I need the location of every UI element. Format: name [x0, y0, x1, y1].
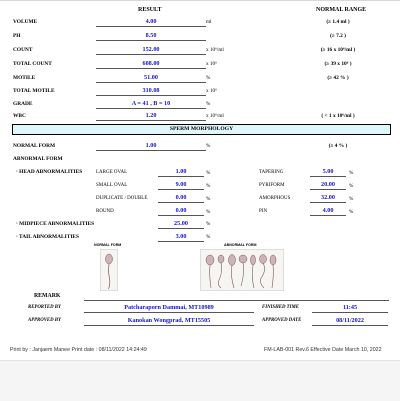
sperm-morphology-header: SPERM MORPHOLOGY: [12, 124, 391, 135]
round-unit: %: [206, 209, 211, 215]
round-value: 0.00: [175, 207, 187, 214]
pyriform-value: 20.00: [321, 181, 335, 188]
reported-by-value: Patcharaporn Dammai, MT10989: [124, 304, 214, 311]
motile-value: 51.00: [144, 74, 158, 81]
reported-by-label: REPORTED BY: [28, 305, 61, 310]
motile-label: MOTILE: [13, 75, 36, 81]
normal-range-header: NORMAL RANGE: [316, 7, 367, 13]
large-oval-value: 1.00: [175, 168, 187, 175]
amorphous-unit: %: [349, 196, 354, 202]
small-oval-value: 9.00: [175, 181, 187, 188]
total-count-value: 608.00: [142, 60, 160, 67]
volume-unit: ml: [206, 19, 212, 25]
pin-unit: %: [349, 209, 354, 215]
wbc-label: WBC: [13, 113, 26, 119]
large-oval-label: LARGE OVAL: [96, 170, 128, 175]
count-unit: x 10⁶/ml: [206, 47, 224, 53]
tapering-label: TAPERING: [259, 170, 284, 175]
motile-range: (≥ 42 % ): [327, 75, 349, 81]
wbc-range: ( < 1 x 10⁶/ml ): [321, 113, 355, 119]
duplicate-value: 0.00: [175, 194, 187, 201]
tail-unit: %: [206, 234, 211, 240]
approved-by-label: APPROVED BY: [28, 318, 61, 323]
total-count-unit: x 10⁶: [206, 61, 217, 67]
approved-date-label: APPROVED DATE: [262, 318, 302, 323]
pin-label: PIN: [259, 209, 268, 214]
viewer-bottom-area: [0, 360, 400, 401]
total-count-range: (≥ 39 x 10⁶ ): [324, 61, 352, 67]
duplicate-unit: %: [206, 196, 211, 202]
small-oval-label: SMALL OVAL: [96, 183, 128, 188]
normal-form-caption: NORMAL FORM: [94, 243, 122, 247]
print-info: Print by : Janjaem Manee Print date : 08/11/2022 14:24:49: [10, 347, 147, 353]
duplicate-label: DUPLICATE / DOUBLE: [96, 196, 148, 201]
midpiece-value: 25.00: [174, 220, 188, 227]
tail-value: 3.00: [175, 233, 187, 240]
normal-form-unit: %: [206, 143, 211, 149]
midpiece-label: · MIDPIECE ABNORMALITIES: [16, 221, 95, 227]
abnormal-form-label: ABNORMAL FORM: [13, 156, 63, 162]
count-label: COUNT: [13, 47, 33, 53]
total-motile-label: TOTAL MOTILE: [13, 88, 55, 94]
ph-label: PH: [13, 33, 21, 39]
count-value: 152.00: [142, 46, 160, 53]
result-header: RESULT: [138, 7, 162, 13]
approved-date-value: 08/11/2022: [336, 317, 364, 324]
total-motile-unit: x 10⁶: [206, 88, 217, 94]
normal-form-label: NORMAL FORM: [13, 143, 56, 149]
large-oval-unit: %: [206, 170, 211, 176]
total-count-label: TOTAL COUNT: [13, 61, 52, 67]
volume-label: VOLUME: [13, 19, 38, 25]
ph-value: 8.50: [145, 32, 157, 39]
midpiece-unit: %: [206, 221, 211, 227]
count-range: (≥ 16 x 10⁶/ml ): [320, 47, 356, 53]
wbc-value: 1.20: [145, 112, 157, 119]
finished-time-label: FINISHED TIME: [262, 305, 299, 310]
top-divider: [0, 0, 400, 1]
volume-range: (≥ 1.4 ml ): [326, 19, 350, 25]
wbc-unit: x 10⁶/ml: [206, 113, 224, 119]
normal-form-value: 1.00: [145, 142, 157, 149]
grade-value: A = 41 , B = 10: [131, 100, 171, 107]
amorphous-value: 32.00: [321, 194, 335, 201]
tail-label: · TAIL ABNORMALITIES: [16, 234, 80, 240]
abnormal-form-caption: ABNORMAL FORM: [224, 243, 257, 247]
pyriform-unit: %: [349, 183, 354, 189]
head-abnormalities-label: · HEAD ABNORMALITIES: [16, 169, 83, 175]
grade-unit: %: [206, 101, 211, 107]
ph-range: (≥ 7.2 ): [330, 33, 346, 39]
abnormal-sperm-image: [200, 249, 284, 291]
amorphous-label: AMORPHOUS: [259, 196, 291, 201]
pin-value: 4.00: [322, 207, 334, 214]
finished-time-value: 11:45: [342, 304, 358, 311]
total-motile-value: 310.08: [142, 87, 160, 94]
tapering-unit: %: [349, 170, 354, 176]
volume-value: 4.00: [145, 18, 157, 25]
round-label: ROUND: [96, 209, 114, 214]
grade-label: GRADE: [13, 101, 33, 107]
document-reference: FM-LAB-001 Rev.6 Effective Date March 10, 2022: [264, 347, 382, 353]
motile-unit: %: [206, 75, 211, 81]
remark-label: REMARK: [34, 293, 61, 299]
normal-sperm-image: [100, 249, 118, 291]
approved-by-value: Kanokan Wongprad, MT15505: [127, 317, 211, 324]
tapering-value: 5.00: [322, 168, 334, 175]
small-oval-unit: %: [206, 183, 211, 189]
pyriform-label: PYRIFORM: [259, 183, 285, 188]
normal-form-range: (≥ 4 % ): [328, 143, 348, 149]
